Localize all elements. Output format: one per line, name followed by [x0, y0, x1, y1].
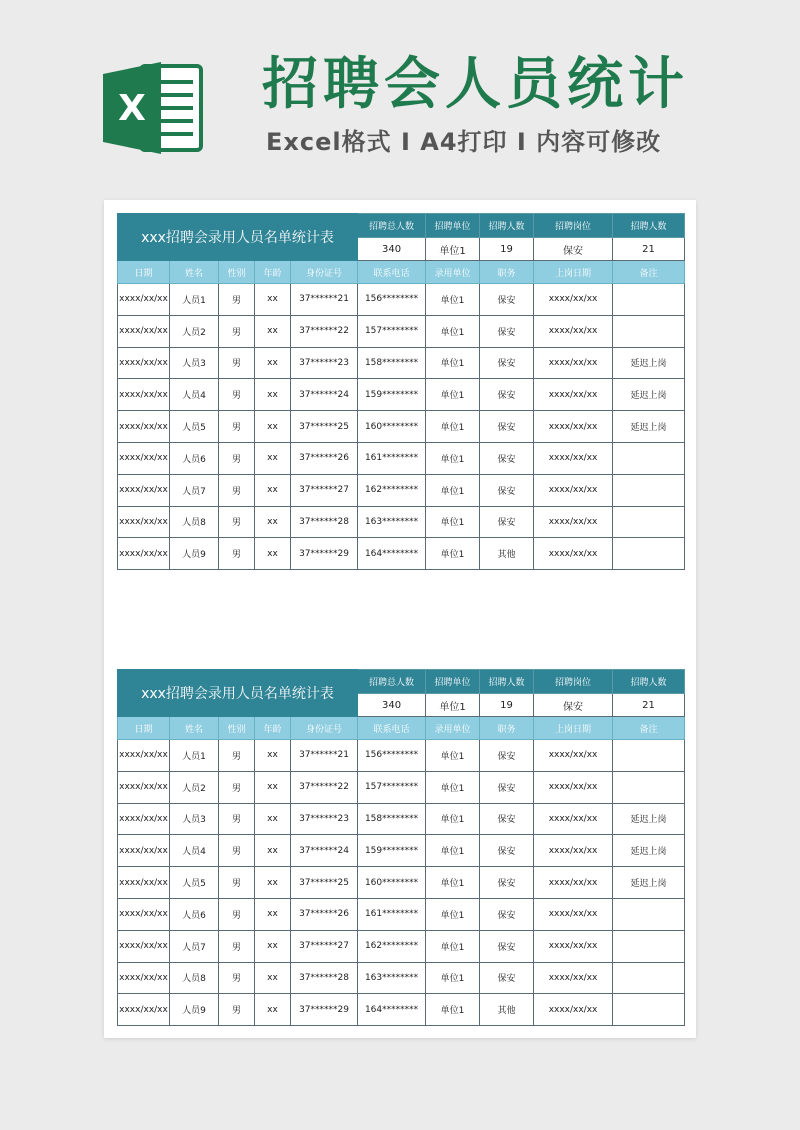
table-cell: 37******28 — [291, 506, 358, 538]
column-header: 性别 — [219, 261, 255, 284]
table-cell: 延迟上岗 — [613, 867, 685, 899]
table-cell: xx — [255, 962, 291, 994]
table-cell: 男 — [219, 962, 255, 994]
summary-label: 招聘总人数 — [358, 670, 426, 694]
column-header: 年龄 — [255, 717, 291, 740]
column-header: 备注 — [613, 261, 685, 284]
table-cell: xxxx/xx/xx — [534, 379, 613, 411]
table-row — [118, 315, 685, 347]
table-cell: 162******** — [358, 474, 426, 506]
summary-value: 21 — [613, 694, 685, 717]
table-cell: 37******28 — [291, 962, 358, 994]
table-cell: xxxx/xx/xx — [118, 930, 170, 962]
summary-label: 招聘人数 — [613, 670, 685, 694]
column-header: 上岗日期 — [534, 261, 613, 284]
table-row — [118, 411, 685, 443]
table-cell — [613, 771, 685, 803]
column-header: 录用单位 — [426, 261, 480, 284]
table-cell: 男 — [219, 835, 255, 867]
table-cell: 男 — [219, 867, 255, 899]
table-cell: xx — [255, 835, 291, 867]
table-cell — [613, 538, 685, 570]
summary-value: 19 — [480, 694, 534, 717]
table-cell: 保安 — [480, 315, 534, 347]
table-cell: xx — [255, 347, 291, 379]
table-cell: 37******24 — [291, 835, 358, 867]
table-cell: 37******26 — [291, 898, 358, 930]
table-cell: 男 — [219, 379, 255, 411]
table-row — [118, 538, 685, 570]
table-cell: 男 — [219, 994, 255, 1026]
table-row — [118, 284, 685, 316]
table-cell: 单位1 — [426, 930, 480, 962]
table-cell: 其他 — [480, 538, 534, 570]
table-cell: 37******25 — [291, 867, 358, 899]
table-cell: 37******29 — [291, 994, 358, 1026]
table-row — [118, 442, 685, 474]
page-header — [0, 0, 800, 190]
table-cell: 157******** — [358, 771, 426, 803]
table-cell: xx — [255, 771, 291, 803]
table-cell: xxxx/xx/xx — [118, 506, 170, 538]
table-cell: xxxx/xx/xx — [534, 315, 613, 347]
table-cell: xxxx/xx/xx — [534, 538, 613, 570]
table-cell — [613, 315, 685, 347]
table-cell: 人员1 — [170, 284, 219, 316]
table-cell: 单位1 — [426, 898, 480, 930]
table-cell: xxxx/xx/xx — [534, 506, 613, 538]
summary-value: 340 — [358, 238, 426, 261]
table-cell: xxxx/xx/xx — [534, 898, 613, 930]
table-cell: 163******** — [358, 962, 426, 994]
table-cell: 保安 — [480, 771, 534, 803]
table-cell: 人员7 — [170, 474, 219, 506]
summary-value: 19 — [480, 238, 534, 261]
page-title: 招聘会人员统计 — [262, 52, 689, 117]
table-cell: 37******21 — [291, 284, 358, 316]
table-row — [118, 803, 685, 835]
table-cell: xxxx/xx/xx — [118, 538, 170, 570]
table-cell: xx — [255, 898, 291, 930]
column-header: 上岗日期 — [534, 717, 613, 740]
table-cell: xxxx/xx/xx — [118, 740, 170, 772]
sheet-title: xxx招聘会录用人员名单统计表 — [118, 214, 358, 261]
table-row — [118, 506, 685, 538]
table-cell: xxxx/xx/xx — [534, 442, 613, 474]
table-cell: xxxx/xx/xx — [534, 867, 613, 899]
table-cell: 单位1 — [426, 803, 480, 835]
sheet-title: xxx招聘会录用人员名单统计表 — [118, 670, 358, 717]
table-cell: 单位1 — [426, 474, 480, 506]
table-cell: xxxx/xx/xx — [534, 803, 613, 835]
table-cell — [613, 740, 685, 772]
table-cell: 保安 — [480, 284, 534, 316]
table-cell: 人员6 — [170, 898, 219, 930]
summary-label: 招聘单位 — [426, 670, 480, 694]
table-cell: xx — [255, 994, 291, 1026]
table-cell: 37******24 — [291, 379, 358, 411]
table-cell: 单位1 — [426, 284, 480, 316]
table-cell: 男 — [219, 411, 255, 443]
table-cell: xxxx/xx/xx — [534, 740, 613, 772]
table-cell: 单位1 — [426, 315, 480, 347]
table-row — [118, 962, 685, 994]
table-cell: 37******27 — [291, 930, 358, 962]
table-cell: 保安 — [480, 411, 534, 443]
column-header: 日期 — [118, 261, 170, 284]
table-cell: xx — [255, 867, 291, 899]
table-cell: 人员1 — [170, 740, 219, 772]
table-cell: 161******** — [358, 442, 426, 474]
column-header: 录用单位 — [426, 717, 480, 740]
table-cell: xxxx/xx/xx — [534, 930, 613, 962]
table-cell: 保安 — [480, 867, 534, 899]
summary-value: 保安 — [534, 238, 613, 261]
table-cell: 163******** — [358, 506, 426, 538]
table-cell: 保安 — [480, 740, 534, 772]
table-cell: 男 — [219, 315, 255, 347]
logo-letter: X — [118, 88, 146, 129]
table-cell: 单位1 — [426, 411, 480, 443]
table-row — [118, 994, 685, 1026]
column-header: 联系电话 — [358, 717, 426, 740]
summary-value: 保安 — [534, 694, 613, 717]
table-cell: 157******** — [358, 315, 426, 347]
table-cell: 37******27 — [291, 474, 358, 506]
table-cell: 男 — [219, 771, 255, 803]
column-header: 身份证号 — [291, 261, 358, 284]
table-cell: 保安 — [480, 347, 534, 379]
table-cell: xxxx/xx/xx — [534, 994, 613, 1026]
table-cell: xx — [255, 284, 291, 316]
summary-label: 招聘人数 — [613, 214, 685, 238]
column-header: 姓名 — [170, 717, 219, 740]
table-cell: xxxx/xx/xx — [118, 835, 170, 867]
table-cell: 男 — [219, 474, 255, 506]
table-cell: 人员8 — [170, 962, 219, 994]
table-cell — [613, 506, 685, 538]
table-cell: 单位1 — [426, 442, 480, 474]
table-cell: 其他 — [480, 994, 534, 1026]
table-cell — [613, 994, 685, 1026]
table-row — [118, 867, 685, 899]
table-cell — [613, 442, 685, 474]
summary-label: 招聘人数 — [480, 670, 534, 694]
summary-value: 340 — [358, 694, 426, 717]
table-cell: 人员7 — [170, 930, 219, 962]
table-cell: 人员4 — [170, 835, 219, 867]
column-header: 备注 — [613, 717, 685, 740]
table-cell: 161******** — [358, 898, 426, 930]
summary-value: 单位1 — [426, 238, 480, 261]
summary-label: 招聘岗位 — [534, 214, 613, 238]
table-cell: xx — [255, 506, 291, 538]
table-cell: 保安 — [480, 930, 534, 962]
table-cell: 单位1 — [426, 506, 480, 538]
table-cell — [613, 962, 685, 994]
summary-label: 招聘人数 — [480, 214, 534, 238]
table-row — [118, 771, 685, 803]
table-cell: 延迟上岗 — [613, 835, 685, 867]
table-cell: 单位1 — [426, 867, 480, 899]
table-cell: xxxx/xx/xx — [118, 803, 170, 835]
table-row — [118, 898, 685, 930]
table-cell: 162******** — [358, 930, 426, 962]
table-cell: 人员8 — [170, 506, 219, 538]
table-cell: 37******26 — [291, 442, 358, 474]
table-cell: xxxx/xx/xx — [118, 379, 170, 411]
table-cell: 人员3 — [170, 803, 219, 835]
table-cell: xxxx/xx/xx — [118, 867, 170, 899]
table-cell: xxxx/xx/xx — [534, 411, 613, 443]
column-header: 联系电话 — [358, 261, 426, 284]
table-row — [118, 474, 685, 506]
table-cell: 单位1 — [426, 962, 480, 994]
table-cell: xxxx/xx/xx — [534, 835, 613, 867]
summary-value: 单位1 — [426, 694, 480, 717]
recruitment-table-2 — [117, 669, 685, 1026]
table-cell: 156******** — [358, 740, 426, 772]
table-cell: 人员5 — [170, 867, 219, 899]
table-cell: 37******29 — [291, 538, 358, 570]
table-cell: xxxx/xx/xx — [118, 962, 170, 994]
table-cell: 156******** — [358, 284, 426, 316]
table-cell: xx — [255, 315, 291, 347]
table-cell: xx — [255, 379, 291, 411]
table-cell: xxxx/xx/xx — [534, 771, 613, 803]
column-header: 身份证号 — [291, 717, 358, 740]
table-cell: xx — [255, 803, 291, 835]
table-cell: 保安 — [480, 442, 534, 474]
table-cell: xxxx/xx/xx — [118, 898, 170, 930]
column-header: 职务 — [480, 717, 534, 740]
table-cell: 保安 — [480, 506, 534, 538]
table-row — [118, 347, 685, 379]
table-cell: 37******25 — [291, 411, 358, 443]
table-cell: 37******23 — [291, 803, 358, 835]
table-cell: 延迟上岗 — [613, 379, 685, 411]
table-row — [118, 930, 685, 962]
table-cell: 单位1 — [426, 740, 480, 772]
table-cell: xxxx/xx/xx — [118, 994, 170, 1026]
table-cell: 男 — [219, 538, 255, 570]
table-cell: 164******** — [358, 994, 426, 1026]
table-cell: xxxx/xx/xx — [118, 771, 170, 803]
table-cell: xx — [255, 930, 291, 962]
table-cell: xx — [255, 740, 291, 772]
table-cell: 人员5 — [170, 411, 219, 443]
table-cell: xxxx/xx/xx — [118, 474, 170, 506]
table-cell — [613, 898, 685, 930]
page-subtitle: Excel格式 I A4打印 I 内容可修改 — [266, 128, 662, 156]
table-cell: 人员9 — [170, 994, 219, 1026]
table-cell: 保安 — [480, 898, 534, 930]
table-row — [118, 379, 685, 411]
table-cell: 37******21 — [291, 740, 358, 772]
table-cell: xx — [255, 538, 291, 570]
table-cell: xxxx/xx/xx — [118, 411, 170, 443]
table-cell: 保安 — [480, 803, 534, 835]
table-cell — [613, 930, 685, 962]
table-cell: 延迟上岗 — [613, 347, 685, 379]
table-cell: 男 — [219, 803, 255, 835]
table-cell: 男 — [219, 898, 255, 930]
table-cell: 人员2 — [170, 315, 219, 347]
table-cell: 158******** — [358, 347, 426, 379]
table-cell: 160******** — [358, 411, 426, 443]
table-cell: 保安 — [480, 474, 534, 506]
table-cell: 保安 — [480, 962, 534, 994]
table-cell: 人员3 — [170, 347, 219, 379]
table-cell: 人员9 — [170, 538, 219, 570]
table-cell: xx — [255, 411, 291, 443]
summary-label: 招聘总人数 — [358, 214, 426, 238]
table-cell: xxxx/xx/xx — [118, 284, 170, 316]
table-cell: 159******** — [358, 379, 426, 411]
table-cell: 人员4 — [170, 379, 219, 411]
table-cell: xx — [255, 474, 291, 506]
table-cell: 男 — [219, 442, 255, 474]
table-cell: xxxx/xx/xx — [534, 284, 613, 316]
table-cell: xxxx/xx/xx — [118, 347, 170, 379]
excel-logo-icon — [103, 62, 203, 154]
table-cell: 单位1 — [426, 771, 480, 803]
table-cell: 延迟上岗 — [613, 803, 685, 835]
table-cell: 人员2 — [170, 771, 219, 803]
table-cell: 37******23 — [291, 347, 358, 379]
table-cell: 158******** — [358, 803, 426, 835]
table-cell: 单位1 — [426, 835, 480, 867]
table-row — [118, 835, 685, 867]
table-cell: 男 — [219, 284, 255, 316]
table-cell: 37******22 — [291, 315, 358, 347]
table-cell: 男 — [219, 347, 255, 379]
table-cell: xxxx/xx/xx — [534, 962, 613, 994]
column-header: 姓名 — [170, 261, 219, 284]
table-cell: 单位1 — [426, 347, 480, 379]
table-cell: 人员6 — [170, 442, 219, 474]
table-cell: 单位1 — [426, 538, 480, 570]
table-cell: 164******** — [358, 538, 426, 570]
table-cell: 159******** — [358, 835, 426, 867]
table-cell: 37******22 — [291, 771, 358, 803]
table-cell: 延迟上岗 — [613, 411, 685, 443]
table-cell: xxxx/xx/xx — [118, 442, 170, 474]
table-cell: 保安 — [480, 835, 534, 867]
table-cell: xxxx/xx/xx — [534, 474, 613, 506]
table-cell: xxxx/xx/xx — [534, 347, 613, 379]
table-cell: 男 — [219, 740, 255, 772]
summary-label: 招聘单位 — [426, 214, 480, 238]
column-header: 职务 — [480, 261, 534, 284]
table-cell: 单位1 — [426, 379, 480, 411]
table-cell: xx — [255, 442, 291, 474]
table-cell: 男 — [219, 506, 255, 538]
table-cell: 单位1 — [426, 994, 480, 1026]
table-cell: 160******** — [358, 867, 426, 899]
column-header: 性别 — [219, 717, 255, 740]
summary-value: 21 — [613, 238, 685, 261]
column-header: 日期 — [118, 717, 170, 740]
table-cell: xxxx/xx/xx — [118, 315, 170, 347]
table-cell — [613, 284, 685, 316]
summary-label: 招聘岗位 — [534, 670, 613, 694]
table-row — [118, 740, 685, 772]
recruitment-table-1 — [117, 213, 685, 570]
table-cell — [613, 474, 685, 506]
table-cell: 保安 — [480, 379, 534, 411]
column-header: 年龄 — [255, 261, 291, 284]
table-cell: 男 — [219, 930, 255, 962]
